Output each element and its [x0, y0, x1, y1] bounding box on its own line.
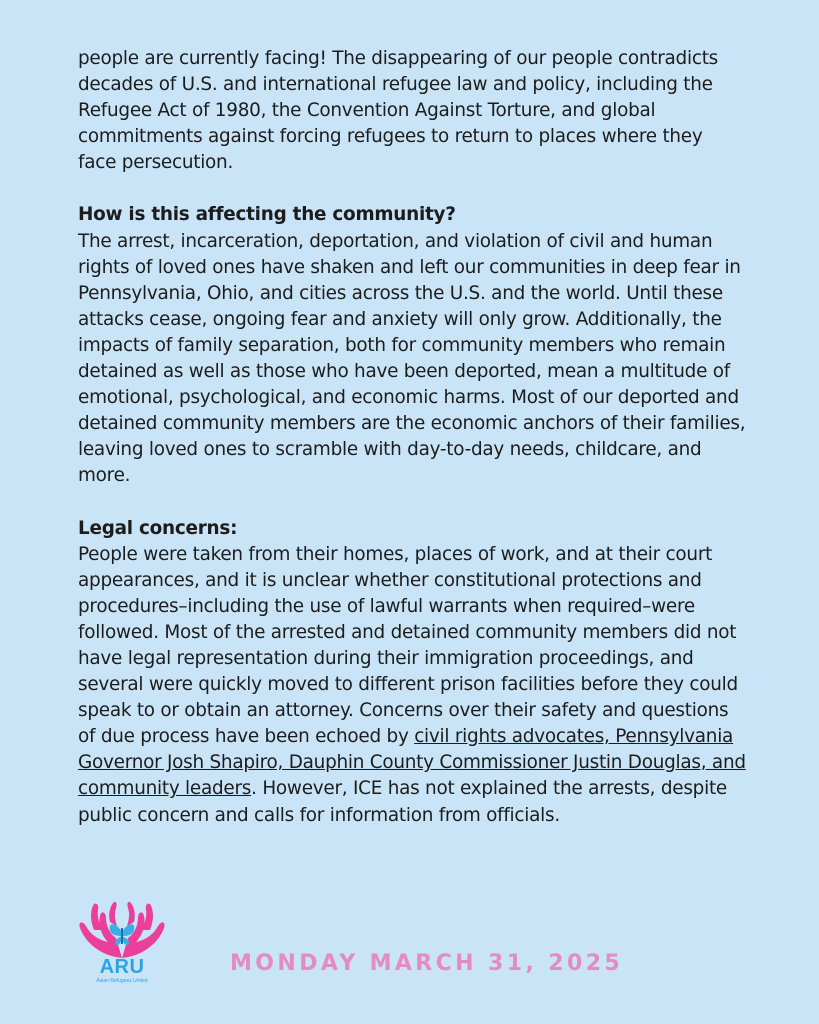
legal-paragraph — [78, 542, 746, 829]
legal-text-start: People were taken from their homes, places of work, and at their court appearances, and it is unclear whether constitutional protections and procedures–including the use of lawful warrants when required–were followed. Most of the arrested and detained community members did not have legal representation during their immigration proceedings, and several were quickly moved to different prison facilities before they could speak to or obtain an attorney. Concerns over their safety and questions of due process have been echoed by — [78, 543, 738, 748]
legal-text-end: . However, ICE has not explained the arrests, despite public concern and calls for information from officials. — [78, 778, 727, 826]
aru-logo — [72, 900, 172, 1010]
hands-butterfly-icon — [72, 900, 172, 960]
advocates-link[interactable]: civil rights advocates, Pennsylvania Governor Josh Shapiro, Dauphin County Commissioner Justin Douglas, and community leaders — [78, 726, 746, 800]
community-paragraph: The arrest, incarceration, deportation, and violation of civil and human rights of loved ones have shaken and left our communities in deep fear in Pennsylvania, Ohio, and cities across the U.S. and the world. Until these attacks cease, ongoing fear and anxiety will only grow. Additionally, the impacts of family separation, both for community members who remain detained as well as those who have been deported, mean a multitude of emotional, psychological, and economic harms. Most of our deported and detained community members are the economic anchors of their families, leaving loved ones to scramble with day-to-day needs, childcare, and more. — [78, 230, 746, 487]
logo-name: ARU — [99, 956, 145, 978]
post-date: MONDAY MARCH 31, 2025 — [230, 951, 624, 976]
community-heading: How is this affecting the community? — [78, 204, 456, 226]
legal-heading: Legal concerns: — [78, 517, 238, 539]
article-body — [78, 46, 746, 829]
paragraph-gap — [78, 176, 746, 202]
logo-tagline: Asian Refugees United — [96, 978, 148, 984]
intro-paragraph: people are currently facing! The disappearing of our people contradicts decades of U.S. and international refugee law and policy, including the Refugee Act of 1980, the Convention Against Torture, and global commitments against forcing refugees to return to places where they face persecution. — [78, 48, 718, 174]
paragraph-gap — [78, 490, 746, 516]
